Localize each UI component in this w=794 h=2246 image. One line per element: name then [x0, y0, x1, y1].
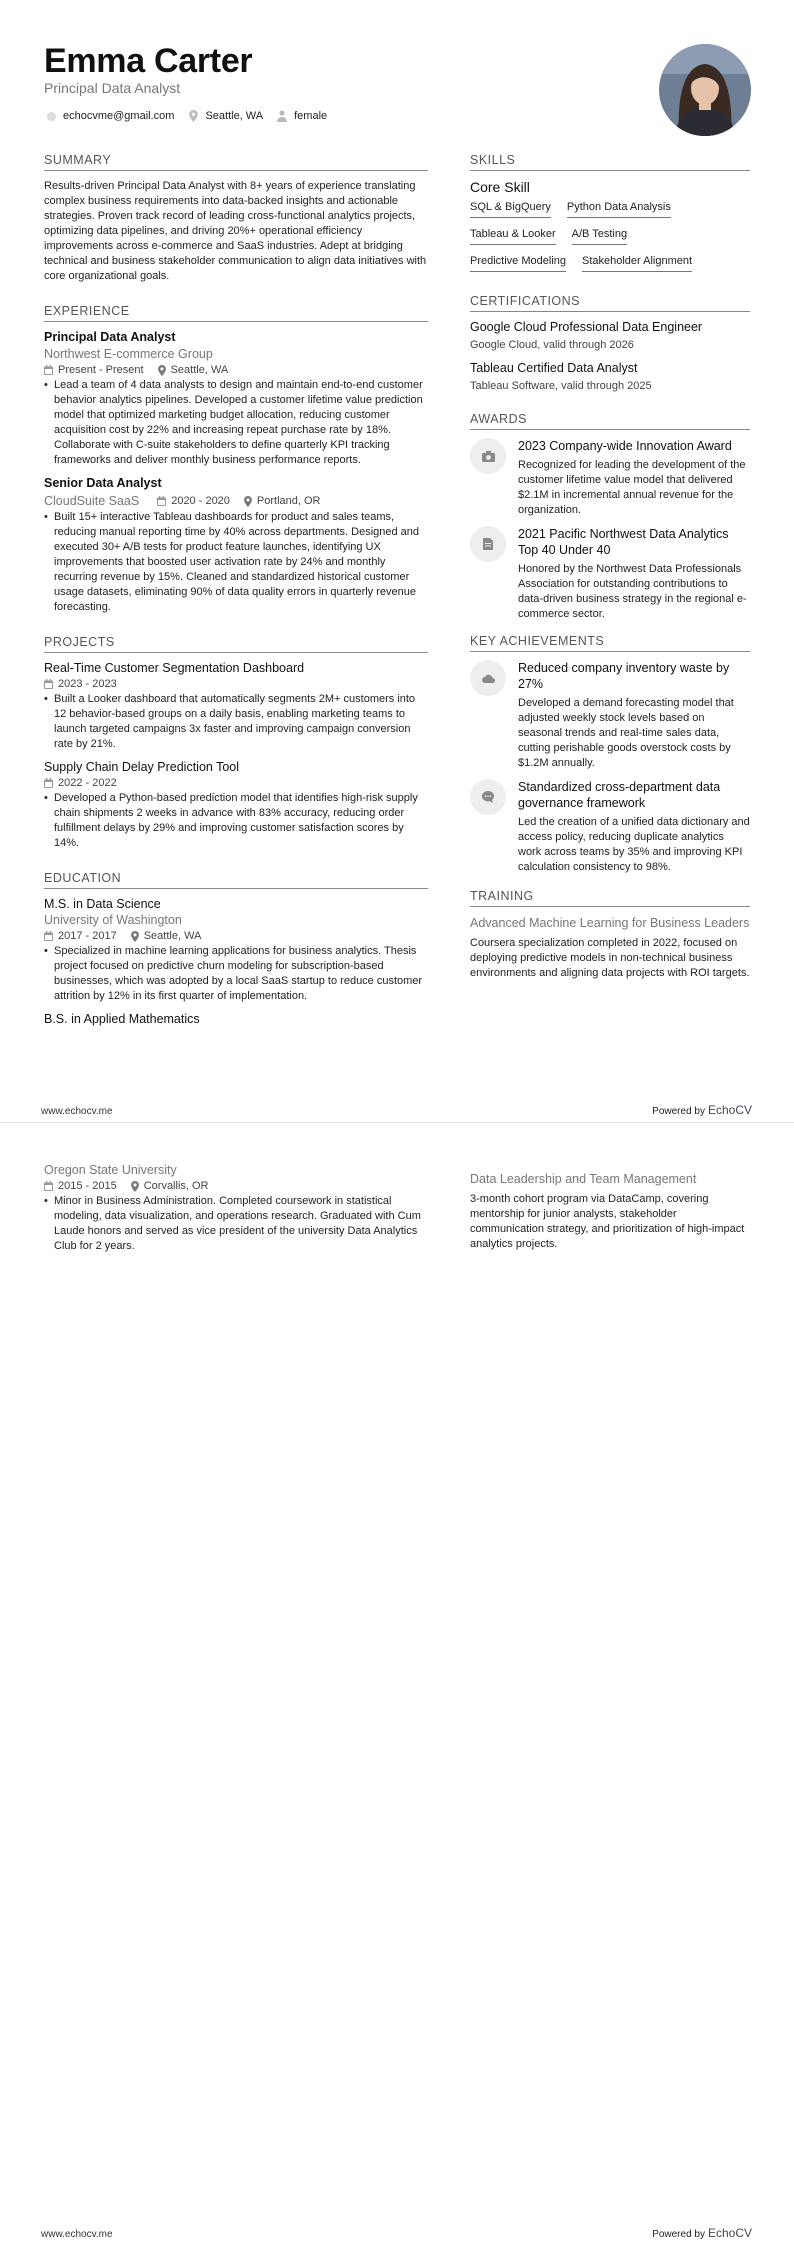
awards-section [470, 412, 750, 622]
company-name: CloudSuite SaaS [44, 494, 140, 508]
project-item [44, 661, 428, 752]
section-title-certifications: CERTIFICATIONS [470, 294, 750, 312]
right-column-continued [470, 1171, 750, 1252]
achievement-text: Led the creation of a unified data dictionary and access policy, reducing duplicate analytics work across teams by 35% and improving KPI calculation consistency to 98%. [518, 816, 750, 873]
skills-heading: Core Skill [470, 179, 530, 195]
project-meta [44, 777, 428, 789]
skills-section [470, 153, 750, 282]
location-pin-icon [158, 365, 166, 376]
candidate-role: Principal Data Analyst [44, 80, 181, 96]
summary-section [44, 153, 428, 284]
skill-tag: Predictive Modeling [470, 255, 566, 272]
gender-text: female [294, 110, 328, 122]
company-name: Northwest E-commerce Group [44, 347, 213, 361]
job-bullet-text: Lead a team of 4 data analysts to design and maintain end-to-end customer behavior analytics pipelines. Developed a customer lifetime value prediction model that optimized marketing budget allocation, reducing customer acquisition cost by 22% and increasing repeat purchase rate by 18%. Collaborate with C-suite stakeholders to define quarterly KPI tracking frameworks and deliver monthly business performance reports. [54, 379, 423, 466]
location-pin-icon [186, 109, 200, 123]
section-title-awards: AWARDS [470, 412, 750, 430]
person-icon [275, 109, 289, 123]
education-bullet-text: Minor in Business Administration. Completed coursework in statistical modeling, data visualization, and operations research. Graduated with Cum Laude honors and served as vice president of the university Data Analytics Club for 2 years. [54, 1195, 421, 1252]
project-name: Supply Chain Delay Prediction Tool [44, 760, 240, 774]
location-text: Seattle, WA [205, 110, 264, 122]
award-name: 2021 Pacific Northwest Data Analytics Top 40 Under 40 [518, 527, 729, 557]
powered-label: Powered by [652, 2229, 705, 2240]
chat-icon [470, 779, 506, 815]
calendar-icon [44, 679, 53, 689]
project-item [44, 760, 428, 851]
email-icon [44, 109, 58, 123]
award-item [470, 438, 750, 518]
left-column-continued [44, 1163, 428, 1254]
training-item [470, 1171, 750, 1252]
project-dates: 2022 - 2022 [58, 777, 117, 789]
job-meta [44, 364, 428, 376]
job-bullet-text: Built 15+ interactive Tableau dashboards for product and sales teams, reducing manual reporting time by 40% across departments. Designed and executed 30+ A/B tests for product feature launches, identifying UX improvements that boosted user activation rate by 24% and monthly recurring revenue by 15%. Cleaned and standardized historical customer usage datasets, eliminating 90% of data quality errors in quarterly revenue forecasting. [54, 511, 420, 613]
job-bullet: • Built 15+ interactive Tableau dashboards for product and sales teams, reducing manual reporting time by 40% across departments. Designed and executed 30+ A/B tests for product feature launches, identifying UX improvements that boosted user activation rate by 24% and monthly recurring revenue by 15%. Cleaned and standardized historical customer usage datasets, eliminating 90% of data quality errors in quarterly revenue forecasting. [44, 510, 428, 615]
training-text: 3-month cohort program via DataCamp, covering mentorship for junior analysts, stakeholder communication strategy, and prioritization of high-impact analytics projects. [470, 1193, 745, 1250]
email-text: echocvme@gmail.com [63, 110, 175, 122]
job-meta [44, 494, 428, 508]
experience-section [44, 304, 428, 615]
skill-tag: Tableau & Looker [470, 228, 556, 245]
contact-email[interactable] [44, 109, 174, 123]
skill-tag: SQL & BigQuery [470, 201, 551, 218]
training-text: Coursera specialization completed in 2022, focused on deploying predictive models in non-technical business environments and aligning data projects with ROI targets. [470, 937, 750, 979]
school-name: Oregon State University [44, 1163, 177, 1177]
location-pin-icon [131, 931, 139, 942]
brand-name: EchoCV [707, 2226, 752, 2240]
award-text: Recognized for leading the development of the customer lifetime value model that delivered $2.1M in incremental annual revenue for the organization. [518, 459, 746, 516]
certification-name: Tableau Certified Data Analyst [470, 361, 638, 375]
education-item [44, 1012, 428, 1026]
job-dates: 2020 - 2020 [171, 495, 230, 507]
certifications-section [470, 294, 750, 392]
achievement-text: Developed a demand forecasting model that adjusted weekly stock levels based on seasonal trends and real-time sales data, cutting perishable goods overstock costs by $1.2M annually. [518, 697, 734, 769]
cloud-icon [470, 660, 506, 696]
education-bullet: • Specialized in machine learning applications for business analytics. Thesis project focused on predictive churn modeling for subscription-based businesses, which was adopted by a local SaaS startup to reduce customer attrition by 12% in its first quarter of implementation. [44, 944, 428, 1004]
project-bullet-text: Built a Looker dashboard that automatically segments 2M+ customers into 12 behavior-based groups on a daily basis, enabling marketing teams to launch targeted campaigns 3x faster and improving campaign conversion rate by 21%. [54, 693, 416, 750]
job-dates: Present - Present [58, 364, 144, 376]
section-title-education: EDUCATION [44, 871, 428, 889]
summary-text: Results-driven Principal Data Analyst with 8+ years of experience translating complex business requirements into data-backed insights and actionable strategies. Proven track record of leading cross-functional analytics projects, optimizing data pipelines, and driving 20%+ operational efficiency improvements across e-commerce and SaaS industries. Adept at bridging technical and business stakeholder communication to align data initiatives with core organizational goals. [44, 180, 427, 282]
education-meta [44, 1180, 428, 1192]
project-meta [44, 678, 428, 690]
education-location: Corvallis, OR [143, 1180, 209, 1192]
contact-location [186, 109, 263, 123]
project-bullet: • Built a Looker dashboard that automatically segments 2M+ customers into 12 behavior-based groups on a daily basis, enabling marketing teams to launch targeted campaigns 3x faster and improving campaign conversion rate by 21%. [44, 692, 428, 752]
education-dates: 2015 - 2015 [58, 1180, 117, 1192]
calendar-icon [44, 778, 53, 788]
camera-icon [470, 438, 506, 474]
skill-tag: Python Data Analysis [567, 201, 671, 218]
award-item [470, 526, 750, 622]
project-name: Real-Time Customer Segmentation Dashboard [44, 661, 305, 675]
calendar-icon [44, 1181, 53, 1191]
location-pin-icon [244, 496, 252, 507]
degree-name: M.S. in Data Science [44, 897, 161, 911]
achievement-name: Standardized cross-department data governance framework [518, 780, 721, 810]
education-meta [44, 930, 428, 942]
footer-website[interactable]: www.echocv.me [41, 2229, 113, 2240]
contact-bar [44, 109, 339, 123]
job-location: Portland, OR [256, 495, 321, 507]
achievement-item [470, 660, 750, 771]
skill-tag: A/B Testing [572, 228, 627, 245]
right-column [470, 153, 750, 981]
calendar-icon [44, 365, 53, 375]
achievement-item [470, 779, 750, 875]
award-name: 2023 Company-wide Innovation Award [518, 439, 732, 453]
training-item [470, 915, 750, 981]
location-pin-icon [131, 1181, 139, 1192]
section-title-summary: SUMMARY [44, 153, 428, 171]
footer-powered-by[interactable] [652, 1103, 752, 1117]
training-name: Advanced Machine Learning for Business Leaders [470, 916, 750, 930]
training-name: Data Leadership and Team Management [470, 1172, 697, 1186]
education-bullet-text: Specialized in machine learning applications for business analytics. Thesis project focused on predictive churn modeling for subscription-based businesses, which was adopted by a local SaaS startup to reduce customer attrition by 12% in its first quarter of implementation. [54, 945, 423, 1002]
profile-photo [659, 44, 751, 136]
contact-gender [275, 109, 327, 123]
skills-list [470, 201, 750, 282]
school-name: University of Washington [44, 913, 182, 927]
calendar-icon [157, 496, 166, 506]
document-icon [470, 526, 506, 562]
powered-label: Powered by [652, 1106, 705, 1117]
degree-name: B.S. in Applied Mathematics [44, 1012, 200, 1026]
education-location: Seattle, WA [143, 930, 202, 942]
experience-item [44, 476, 428, 615]
education-item [44, 897, 428, 1004]
certification-item [470, 361, 750, 392]
award-text: Honored by the Northwest Data Professionals Association for outstanding contributions to data-driven business strategy in the regional e-commerce sector. [518, 563, 747, 620]
certification-name: Google Cloud Professional Data Engineer [470, 320, 703, 334]
candidate-name: Emma Carter [44, 42, 253, 80]
section-title-training: TRAINING [470, 889, 750, 907]
section-title-achievements: KEY ACHIEVEMENTS [470, 634, 750, 652]
achievements-section [470, 634, 750, 875]
job-title: Senior Data Analyst [44, 476, 162, 490]
certification-detail: Google Cloud, valid through 2026 [470, 339, 634, 351]
project-bullet-text: Developed a Python-based prediction model that identifies high-risk supply chain shipments 2 weeks in advance with 83% accuracy, reducing order fulfillment delays by 29% and improving customer satisfaction scores by 14%. [54, 792, 418, 849]
job-title: Principal Data Analyst [44, 330, 176, 344]
resume-page-2 [0, 1123, 794, 2246]
certification-item [470, 320, 750, 351]
project-bullet: • Developed a Python-based prediction model that identifies high-risk supply chain shipments 2 weeks in advance with 83% accuracy, reducing order fulfillment delays by 29% and improving customer satisfaction scores by 14%. [44, 791, 428, 851]
footer-website[interactable]: www.echocv.me [41, 1106, 113, 1117]
experience-item [44, 330, 428, 468]
section-title-skills: SKILLS [470, 153, 750, 171]
education-bullet: • Minor in Business Administration. Completed coursework in statistical modeling, data visualization, and operations research. Graduated with Cum Laude honors and served as vice president of the university Data Analytics Club for 2 years. [44, 1194, 428, 1254]
job-location: Seattle, WA [170, 364, 229, 376]
certification-detail: Tableau Software, valid through 2025 [470, 380, 652, 392]
section-title-experience: EXPERIENCE [44, 304, 428, 322]
skill-tag: Stakeholder Alignment [582, 255, 692, 272]
project-dates: 2023 - 2023 [58, 678, 117, 690]
education-dates: 2017 - 2017 [58, 930, 117, 942]
section-title-projects: PROJECTS [44, 635, 428, 653]
education-item-continued [44, 1163, 428, 1254]
job-bullet: • Lead a team of 4 data analysts to design and maintain end-to-end customer behavior analytics pipelines. Developed a customer lifetime value prediction model that optimized marketing budget allocation, reducing customer acquisition cost by 22% and increasing repeat purchase rate by 18%. Collaborate with C-suite stakeholders to define quarterly KPI tracking frameworks and deliver monthly business performance reports. [44, 378, 428, 468]
achievement-name: Reduced company inventory waste by 27% [518, 661, 730, 691]
projects-section [44, 635, 428, 851]
education-section [44, 871, 428, 1026]
footer-powered-by[interactable] [652, 2226, 752, 2240]
training-section [470, 889, 750, 981]
calendar-icon [44, 931, 53, 941]
brand-name: EchoCV [707, 1103, 752, 1117]
left-column [44, 153, 428, 1026]
